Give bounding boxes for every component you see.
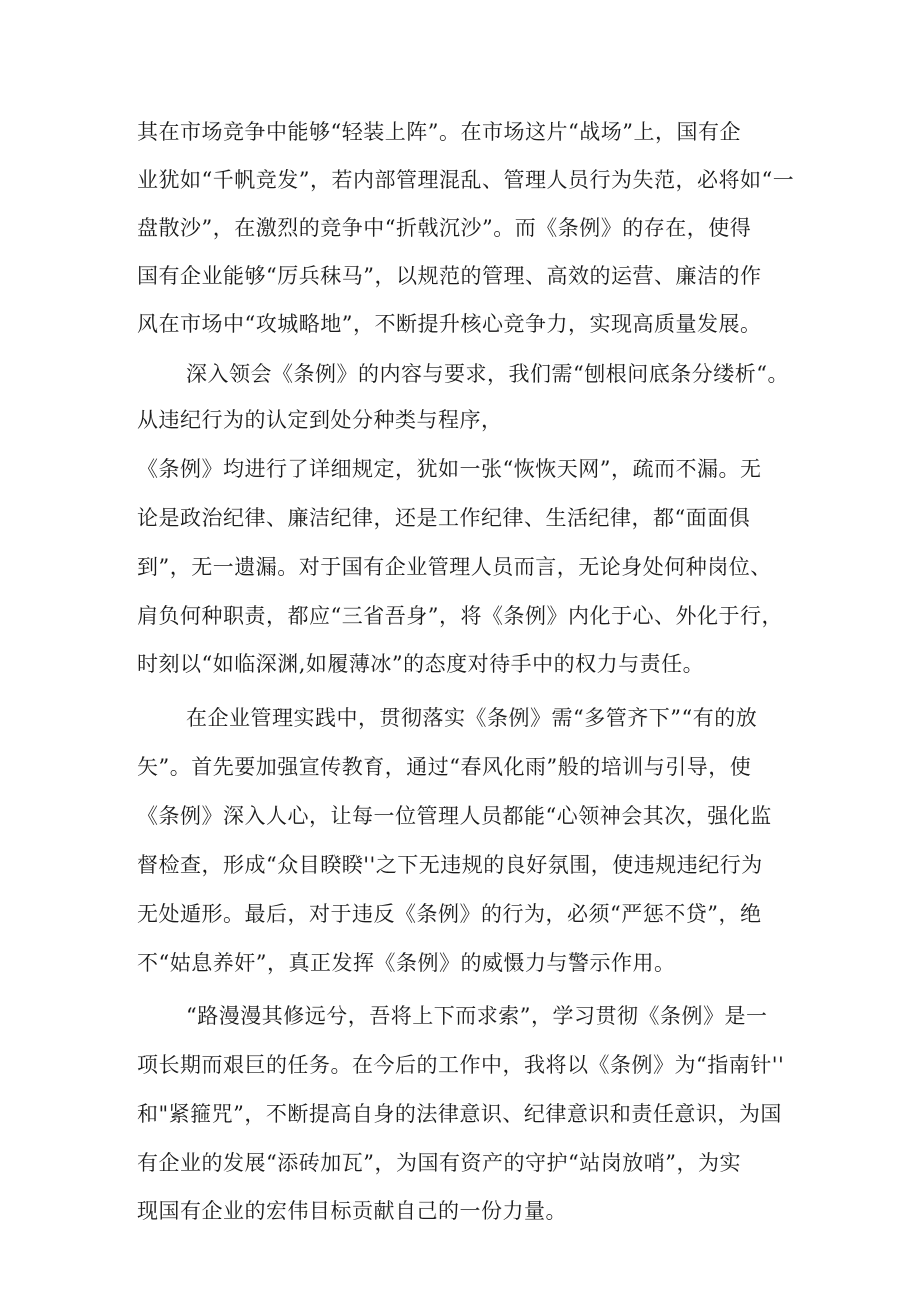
- text-line: 风在市场中“攻城略地”，不断提升核心竞争力，实现高质量发展。: [137, 312, 762, 336]
- text-line: 时刻以“如临深渊,如履薄冰”的态度对待手中的权力与责任。: [137, 652, 705, 676]
- text-line: 督检查，形成“众目睽睽''之下无违规的良好氛围，使违规违纪行为: [137, 853, 763, 877]
- text-line: 和"紧箍咒”，不断提高自身的法律意识、纪律意识和责任意识，为国: [137, 1102, 782, 1126]
- text-line: 现国有企业的宏伟目标贡献自己的一份力量。: [137, 1199, 567, 1223]
- text-line: 其在市场竞争中能够“轻装上阵”。在市场这片“战场”上，国有企: [137, 120, 741, 144]
- text-line: 深入领会《条例》的内容与要求，我们需“刨根问底条分缕析“。: [186, 362, 789, 386]
- text-line: 矢”。首先要加强宣传教育，通过“春风化雨”般的培训与引导，使: [137, 755, 752, 779]
- text-line: 《条例》均进行了详细规定，犹如一张“恢恢天网”，疏而不漏。无: [137, 457, 762, 481]
- text-line: 业犹如“千帆竞发”，若内部管理混乱、管理人员行为失范，必将如“一: [137, 168, 795, 192]
- text-line: 不“姑息养奸”，真正发挥《条例》的威慑力与警示作用。: [137, 951, 676, 975]
- text-line: 肩负何种职责，都应“三省吾身”，将《条例》内化于心、外化于行，: [137, 604, 783, 628]
- text-line: 国有企业能够“厉兵秣马”，以规范的管理、高效的运营、廉洁的作: [137, 264, 762, 288]
- text-line: 无处遁形。最后，对于违反《条例》的行为，必须“严惩不贷”，绝: [137, 902, 762, 926]
- text-line: 在企业管理实践中，贯彻落实《条例》需“多管齐下”“有的放: [186, 706, 758, 730]
- text-line: “路漫漫其修远兮，吾将上下而求索”，学习贯彻《条例》是一: [186, 1004, 768, 1028]
- text-line: 到”，无一遗漏。对于国有企业管理人员而言，无论身处何种岗位、: [137, 555, 772, 579]
- text-line: 论是政治纪律、廉洁纪律，还是工作纪律、生活纪律，都“面面俱: [137, 506, 751, 530]
- text-line: 项长期而艰巨的任务。在今后的工作中，我将以《条例》为“指南针'': [137, 1053, 785, 1077]
- text-line: 从违纪行为的认定到处分种类与程序，: [137, 408, 503, 432]
- text-line: 有企业的发展“添砖加瓦”，为国有资产的守护“站岗放哨”，为实: [137, 1151, 741, 1175]
- text-line: 盘散沙”，在激烈的竞争中“折戟沉沙”。而《条例》的存在，使得: [137, 216, 752, 240]
- text-line: 《条例》深入人心，让每一位管理人员都能“心领神会其次，强化监: [137, 804, 772, 828]
